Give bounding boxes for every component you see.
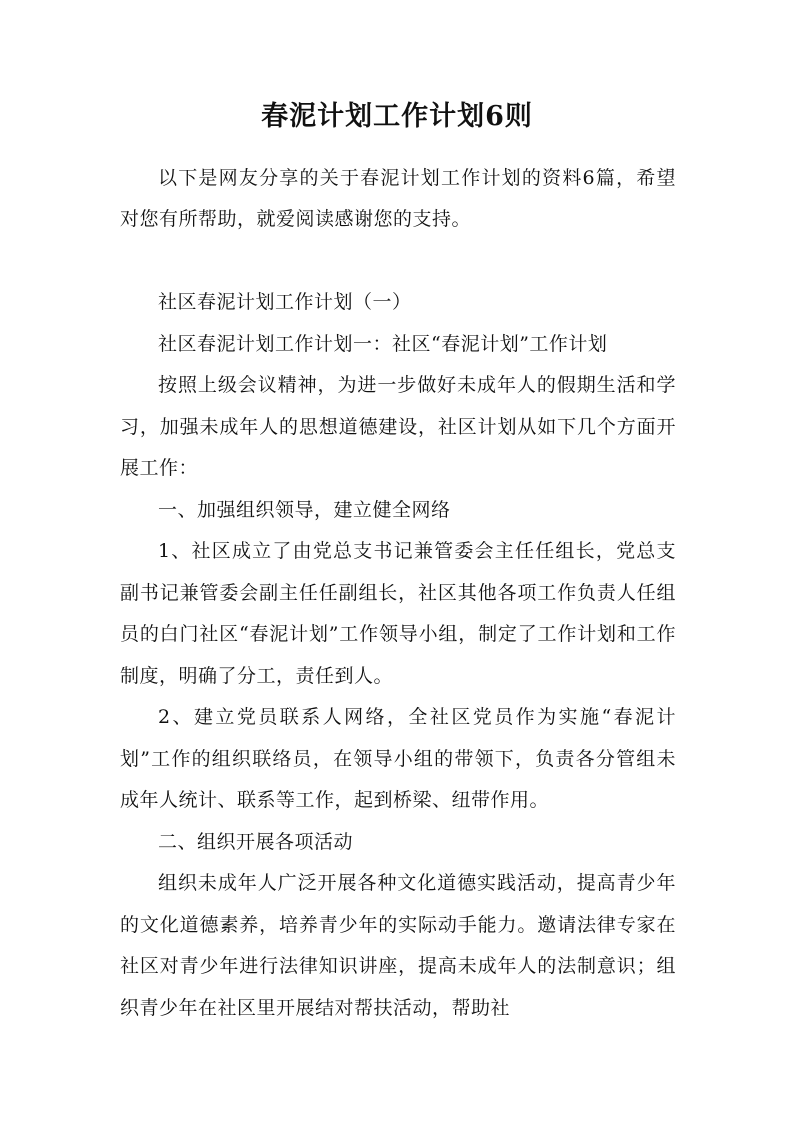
paragraph-leadership-group: 1、社区成立了由党总支书记兼管委会主任任组长，党总支副书记兼管委会副主任任副组长，社区其他各项工作负责人任组员的白门社区“春泥计划”工作领导小组，制定了工作计划和工作制度，明确了分工，责任到人。 — [120, 540, 676, 687]
paragraph-activities: 组织未成年人广泛开展各种文化道德实践活动，提高青少年的文化道德素养，培养青少年的实际动手能力。邀请法律专家在社区对青少年进行法律知识讲座，提高未成年人的法制意识；组织青少年在社区里开展结对帮扶活动，帮助社 — [120, 872, 676, 1019]
paragraph-intro-spirit: 按照上级会议精神，为进一步做好未成年人的假期生活和学习，加强未成年人的思想道德建设，社区计划从如下几个方面开展工作： — [120, 374, 676, 479]
plan-subtitle: 社区春泥计划工作计划一：社区“春泥计划”工作计划 — [158, 332, 608, 355]
heading-organization: 一、加强组织领导，建立健全网络 — [158, 498, 451, 521]
heading-activities: 二、组织开展各项活动 — [158, 830, 354, 853]
intro-paragraph: 以下是网友分享的关于春泥计划工作计划的资料6篇，希望对您有所帮助，就爱阅读感谢您的支持。 — [120, 167, 676, 230]
section-heading: 社区春泥计划工作计划（一） — [158, 291, 412, 313]
document-title: 春泥计划工作计划6则 — [261, 101, 533, 132]
intro-block — [120, 158, 676, 240]
paragraph-party-network: 2、建立党员联系人网络，全社区党员作为实施“春泥计划”工作的组织联络员，在领导小组的带领下，负责各分管组未成年人统计、联系等工作，起到桥梁、纽带作用。 — [120, 706, 676, 811]
content-block — [120, 282, 676, 1029]
